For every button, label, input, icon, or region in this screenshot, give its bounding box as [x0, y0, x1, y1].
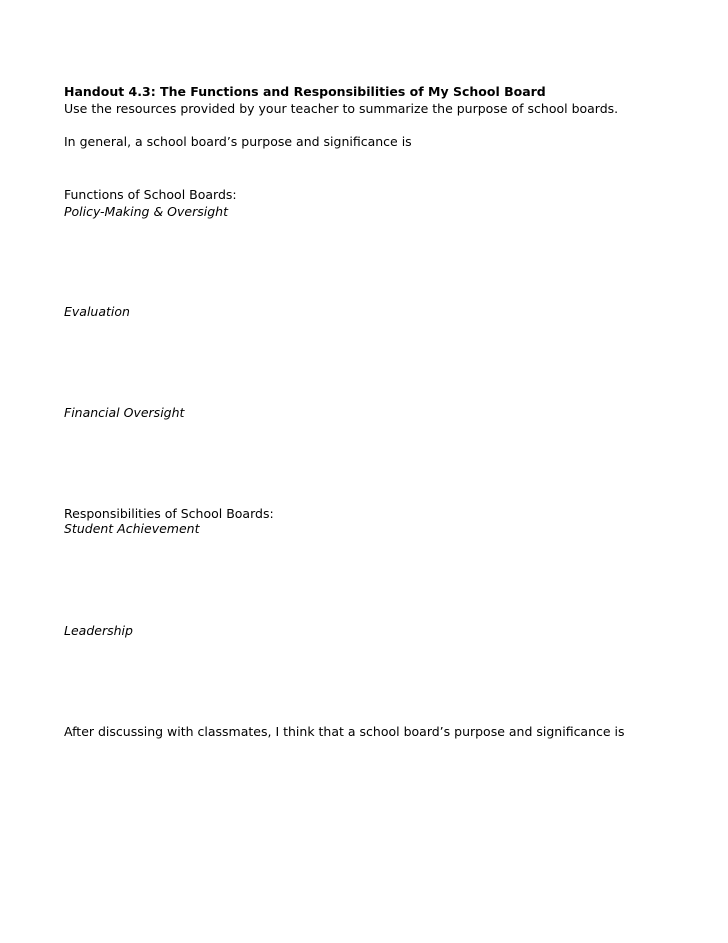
functions-heading: Functions of School Boards: — [64, 187, 237, 202]
function-policy-making: Policy-Making & Oversight — [64, 204, 228, 219]
function-evaluation: Evaluation — [64, 304, 130, 319]
handout-instructions: Use the resources provided by your teacher to summarize the purpose of school boards. — [64, 101, 619, 116]
responsibility-leadership: Leadership — [64, 623, 133, 638]
general-purpose-prompt: In general, a school board’s purpose and significance is — [64, 134, 412, 149]
responsibilities-heading: Responsibilities of School Boards: — [64, 506, 274, 521]
handout-title: Handout 4.3: The Functions and Responsibilities of My School Board — [64, 84, 546, 99]
function-financial-oversight: Financial Oversight — [64, 405, 185, 420]
closing-purpose-prompt: After discussing with classmates, I think that a school board’s purpose and significance is — [64, 724, 625, 739]
responsibility-student-achievement: Student Achievement — [64, 521, 200, 536]
